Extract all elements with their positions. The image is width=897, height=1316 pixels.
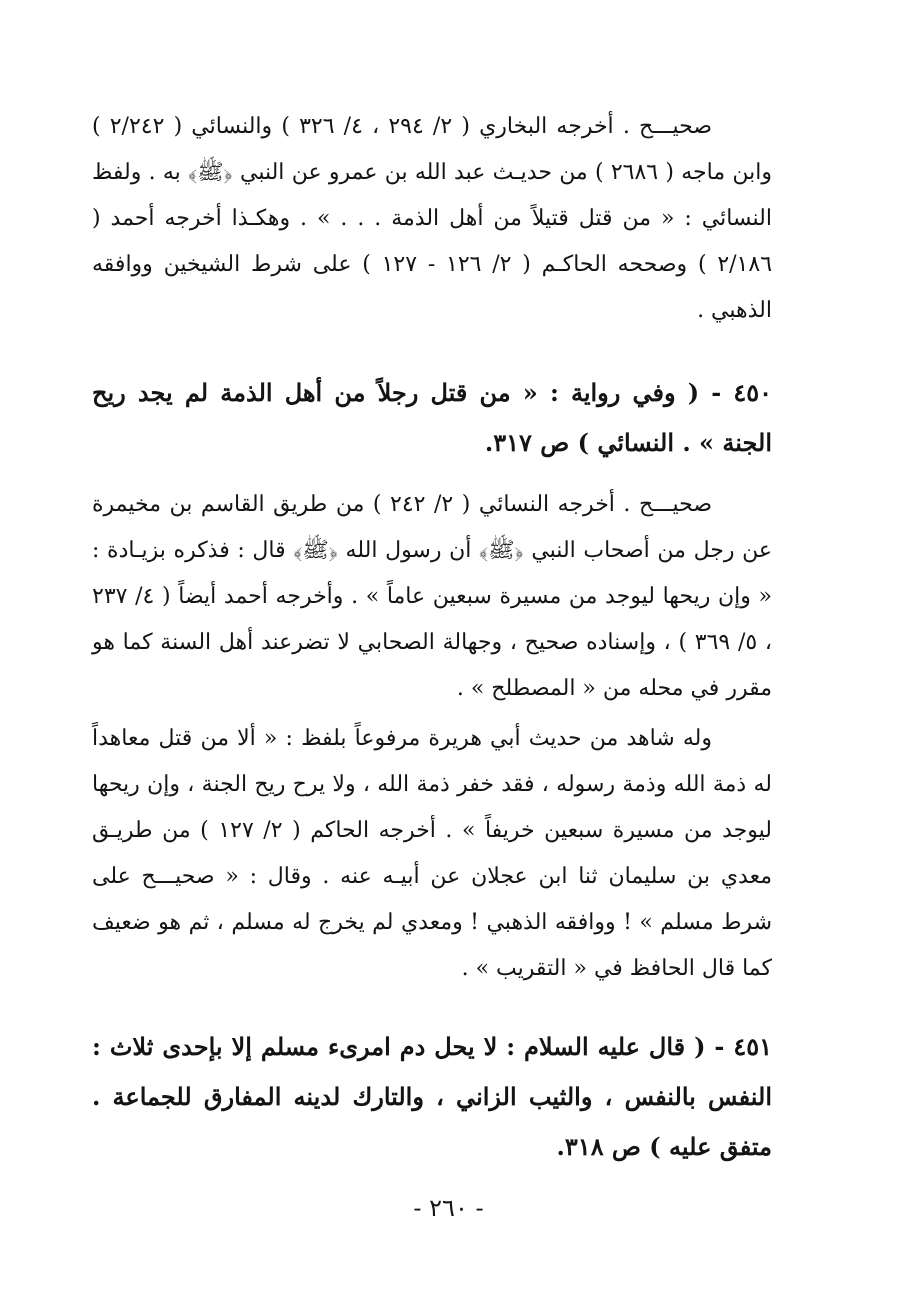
page-number: - ٢٦٠ - xyxy=(413,1194,484,1222)
commentary-paragraph-3: وله شاهد من حديث أبي هريرة مرفوعاً بلفظ : « ألا من قتل معاهداً له ذمة الله وذمة رسوله ، فقد خفر ذمة الله ، ولا يرح ريح الجنة ، وإن ريحها ليوجد من مسيرة سبعين خريفاً » . أخرجه الحاكم ( ٢/ ١٢٧ ) من طريـق معدي بن سليمان ثنا ابن عجلان عن أبيـه عنه . وقال : « صحيـــح على شرط مسلم » ! ووافقه الذهبي ! ومعدي لم يخرج له مسلم ، ثم هو ضعيف كما قال الحافظ في « التقريب » . xyxy=(92,726,772,981)
hadith-heading-451: ٤٥١ - ( قال عليه السلام : لا يحل دم امرىء مسلم إلا بإحدى ثلاث : النفس بالنفس ، والثيب الزاني ، والتارك لدينه المفارق للجماعة . متفق عليه ) ص ٣١٨. xyxy=(92,1032,772,1161)
hadith-heading-450: ٤٥٠ - ( وفي رواية : « من قتل رجلاً من أهل الذمة لم يجد ريح الجنة » . النسائي ) ص ٣١٧. xyxy=(92,378,772,457)
commentary-paragraph-2: صحيـــح . أخرجه النسائي ( ٢/ ٢٤٢ ) من طريق القاسم بن مخيمرة عن رجل من أصحاب النبي ﴿ﷺ﴾ أن رسول الله ﴿ﷺ﴾ قال : فذكره بزيـادة : « وإن ريحها ليوجد من مسيرة سبعين عاماً » . وأخرجه أحمد أيضاً ( ٤/ ٢٣٧ ، ٥/ ٣٦٩ ) ، وإسناده صحيح ، وجهالة الصحابي لا تضرعند أهل السنة كما هو مقرر في محله من « المصطلح » . xyxy=(92,492,773,701)
commentary-paragraph-1: صحيـــح . أخرجه البخاري ( ٢/ ٢٩٤ ، ٤/ ٣٢٦ ) والنسائي ( ٢/٢٤٢ ) وابن ماجه ( ٢٦٨٦ ) من حديـث عبد الله بن عمرو عن النبي ﴿ﷺ﴾ به . ولفظ النسائي : « من قتل قتيلاً من أهل الذمة . . . » . وهكـذا أخرجه أحمد ( ٢/١٨٦ ) وصححه الحاكـم ( ٢/ ١٢٦ - ١٢٧ ) على شرط الشيخين ووافقه الذهبي . xyxy=(92,114,773,323)
